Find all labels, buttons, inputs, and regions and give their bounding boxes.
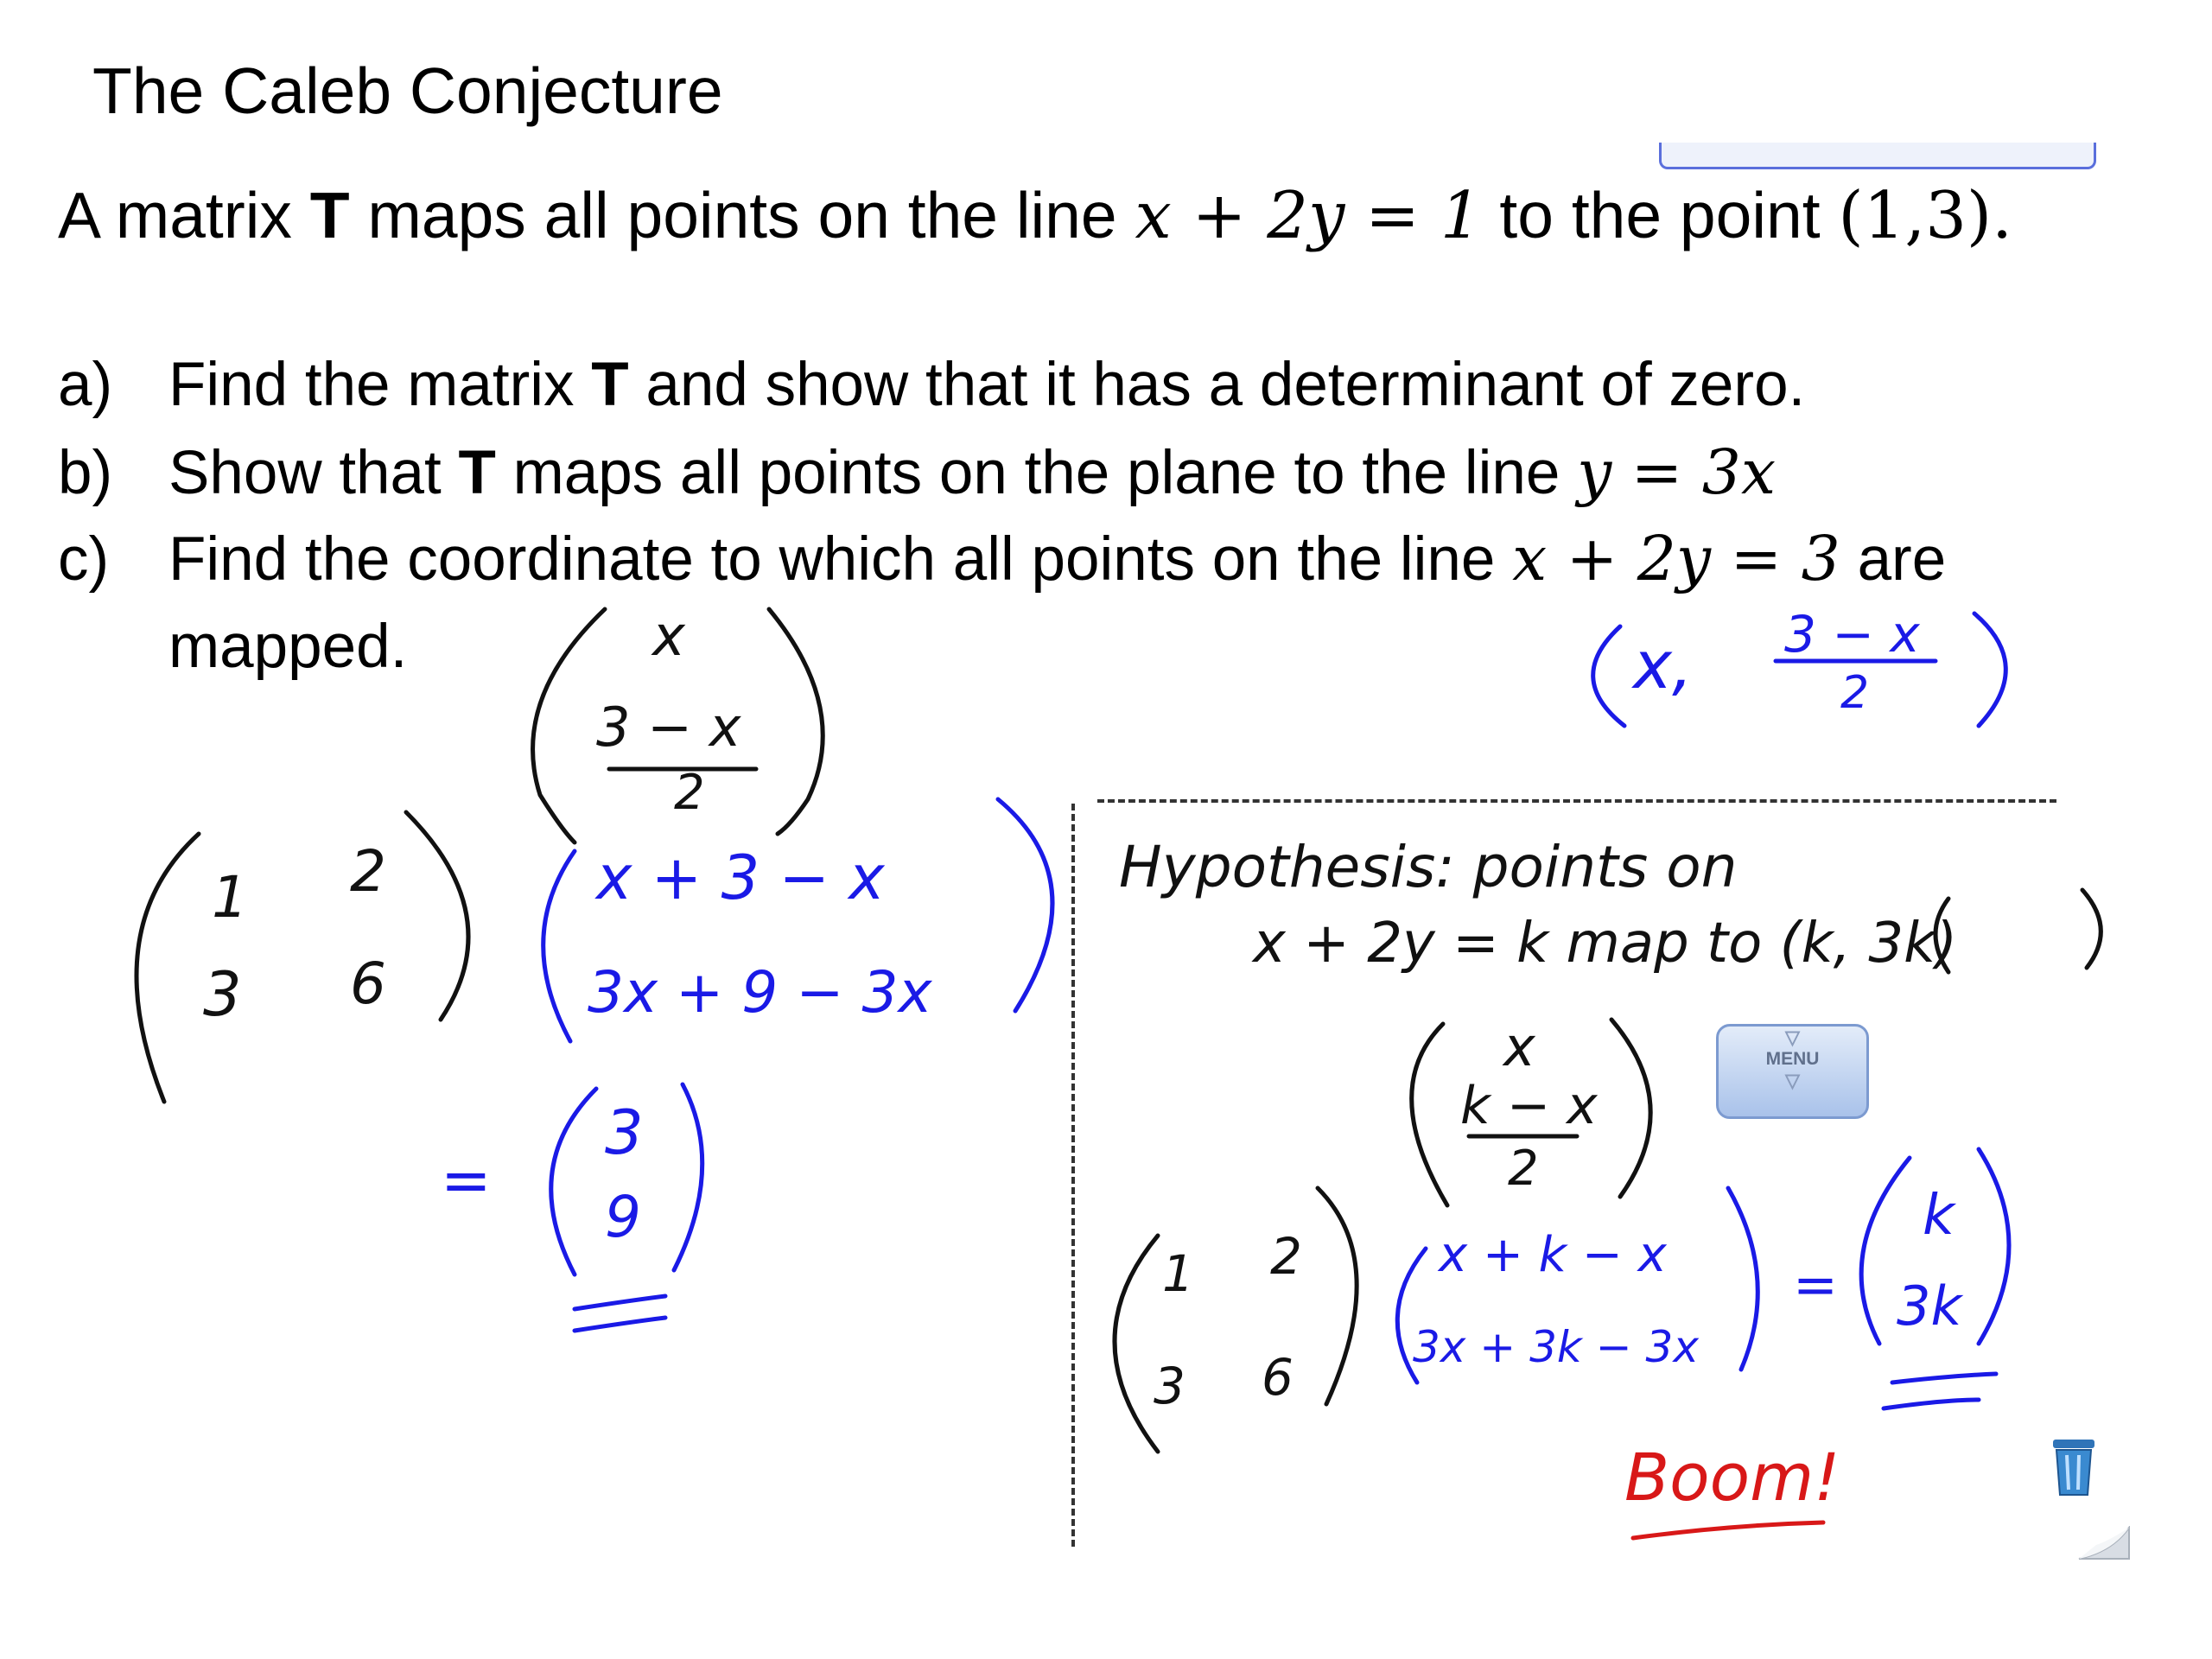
result2-top: k	[1923, 1184, 1955, 1248]
matrix2-c: 3	[1154, 1357, 1185, 1415]
question-label: c)	[58, 525, 110, 594]
result1-right-bracket	[674, 1084, 702, 1270]
matrix1-b: 2	[350, 838, 386, 905]
matrix2-a: 1	[1162, 1244, 1194, 1303]
matrix1-a: 1	[212, 864, 248, 931]
answer-numerator: 3 − x	[1784, 605, 1920, 664]
intro-point: (1,3).	[1838, 177, 2013, 253]
top-vector-denominator: 2	[674, 765, 705, 821]
result2-underline-2	[1884, 1400, 1979, 1408]
product1-row1: x + 3 − x	[596, 842, 885, 913]
question-text: are	[1840, 525, 1947, 594]
question-matrix-symbol: T	[591, 351, 629, 419]
result2-right-bracket	[1979, 1149, 2009, 1344]
question-text: maps all points on the plane to the line	[495, 439, 1578, 507]
product2-right-bracket	[1728, 1188, 1758, 1370]
intro-matrix-symbol: T	[309, 179, 350, 251]
intro-text-1: A matrix	[58, 179, 310, 251]
dashed-divider-vertical	[1071, 804, 1075, 1547]
matrix2-left-bracket	[1115, 1236, 1158, 1452]
hypothesis-right-paren	[2082, 890, 2101, 968]
top-vector-left-bracket	[533, 609, 605, 842]
answer-denominator: 2	[1840, 667, 1870, 719]
hypothesis-line1: Hypothesis: points on	[1119, 834, 1738, 900]
vector2-denominator: 2	[1508, 1141, 1539, 1197]
intro-text-2: maps all points on the line	[349, 179, 1135, 251]
result1-bottom: 9	[605, 1184, 641, 1250]
chevron-down-icon: ▽	[1785, 1070, 1800, 1091]
boom-underline	[1633, 1522, 1823, 1538]
product1-right-bracket	[998, 799, 1052, 1011]
product2-row2: 3x + 3k − 3x	[1413, 1322, 1699, 1372]
answer-right-paren	[1974, 613, 2005, 726]
vector2-x: x	[1503, 1015, 1535, 1078]
result1-top: 3	[605, 1097, 644, 1168]
equals-sign-1: =	[441, 1145, 492, 1216]
question-matrix-symbol: T	[458, 439, 496, 507]
top-vector-numerator: 3 − x	[596, 696, 741, 759]
dashed-divider-horizontal	[1097, 799, 2056, 803]
slide-title: The Caleb Conjecture	[92, 54, 723, 127]
vector2-numerator: k − x	[1460, 1076, 1598, 1136]
matrix2-b: 2	[1270, 1227, 1302, 1286]
intro-line-equation: x + 2y = 1	[1135, 177, 1482, 253]
question-equation: y = 3x	[1577, 436, 1777, 508]
product2-row1: x + k − x	[1439, 1227, 1667, 1283]
answer-x: x,	[1633, 626, 1694, 703]
page-curl-icon[interactable]	[2077, 1526, 2131, 1560]
product1-row2: 3x + 9 − 3x	[588, 959, 932, 1026]
question-equation: x + 2y = 3	[1512, 523, 1840, 594]
intro-text-3: to the point	[1481, 179, 1839, 251]
question-text: Find the matrix	[168, 351, 592, 419]
question-text: Find the coordinate to which all points on the line	[168, 525, 1513, 594]
matrix2-right-bracket	[1318, 1188, 1357, 1404]
question-label: a)	[58, 351, 113, 419]
answer-left-paren	[1593, 626, 1624, 726]
question-label: b)	[58, 439, 113, 507]
vector2-right-bracket	[1611, 1020, 1650, 1197]
result1-left-bracket	[551, 1089, 596, 1274]
menu-button[interactable]	[1716, 1024, 1869, 1119]
question-text: and show that it has a determinant of zero.	[628, 351, 1806, 419]
result2-underline-1	[1892, 1374, 1996, 1382]
matrix1-left-bracket	[137, 834, 199, 1102]
chevron-down-icon: ▽	[1785, 1027, 1800, 1048]
result2-bottom: 3k	[1897, 1274, 1962, 1338]
matrix1-d: 6	[350, 950, 386, 1017]
top-vector-right-bracket	[769, 609, 823, 834]
equals-sign-2: =	[1793, 1253, 1838, 1316]
matrix1-right-bracket	[406, 812, 468, 1020]
boom-exclamation: Boom!	[1624, 1439, 1840, 1516]
hypothesis-line2: x + 2y = k map to (k, 3k)	[1253, 912, 1958, 976]
vector2-left-bracket	[1412, 1024, 1447, 1205]
question-text: Show that	[168, 439, 459, 507]
trash-icon[interactable]	[2050, 1436, 2098, 1498]
result1-underline-1	[575, 1296, 665, 1309]
top-vector-x: x	[652, 605, 685, 669]
result1-underline-2	[575, 1318, 665, 1331]
question-c-continuation: mapped.	[168, 613, 408, 681]
matrix2-d: 6	[1262, 1348, 1294, 1407]
menu-label: MENU	[1765, 1049, 1820, 1069]
product1-left-bracket	[543, 851, 575, 1041]
matrix1-c: 3	[203, 959, 242, 1030]
